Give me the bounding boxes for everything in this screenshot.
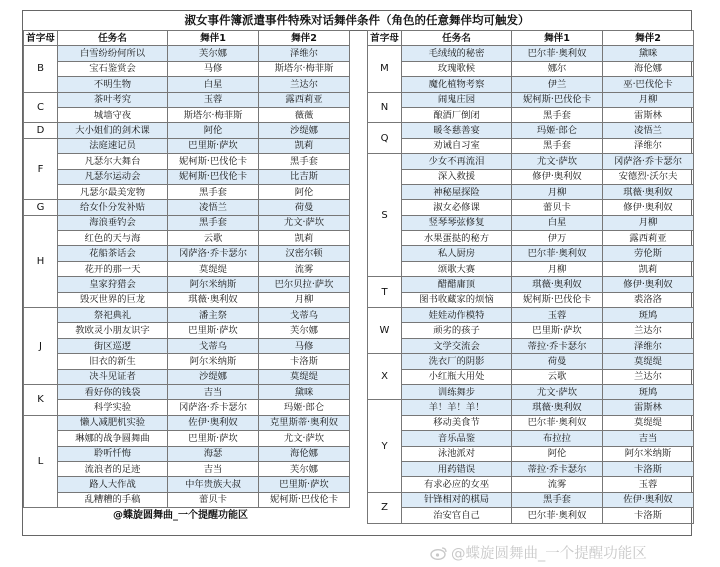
partner2-cell: 琪薇·奥利奴 xyxy=(603,184,694,199)
task-cell: 宝石鉴赏会 xyxy=(58,61,168,76)
partner2-cell: 巴尔贝拉·萨坎 xyxy=(259,277,350,292)
table-row xyxy=(24,123,350,138)
partner1-cell: 海瑟 xyxy=(168,446,259,461)
task-cell: 花船茶话会 xyxy=(58,246,168,261)
table-row xyxy=(368,61,694,76)
partner2-cell: 卡洛斯 xyxy=(603,508,694,523)
letter-cell: W xyxy=(368,308,402,354)
watermark xyxy=(430,542,647,563)
partner2-cell: 泽维尔 xyxy=(259,46,350,61)
task-cell: 神秘屋探险 xyxy=(402,184,512,199)
table-row xyxy=(24,369,350,384)
partner1-cell: 戈蒂乌 xyxy=(168,338,259,353)
partner2-cell: 雷斯林 xyxy=(603,400,694,415)
table-row xyxy=(24,415,350,430)
table-header-row xyxy=(368,31,694,46)
task-cell: 闹鬼庄园 xyxy=(402,92,512,107)
task-cell: 城墙守夜 xyxy=(58,107,168,122)
task-cell: 深入救援 xyxy=(402,169,512,184)
table-row xyxy=(368,92,694,107)
task-cell: 暖冬慈善宴 xyxy=(402,123,512,138)
table-row xyxy=(368,277,694,292)
event-sheet xyxy=(22,10,692,536)
task-cell: 酿酒厂倒闭 xyxy=(402,107,512,122)
partner1-cell: 冈萨洛·乔卡瑟尔 xyxy=(168,400,259,415)
partner1-cell: 潘主祭 xyxy=(168,308,259,323)
table-row xyxy=(24,200,350,215)
partner1-cell: 玉蓉 xyxy=(512,308,603,323)
partner1-cell: 巴尔菲·奥利奴 xyxy=(512,246,603,261)
letter-cell: X xyxy=(368,354,402,400)
partner1-cell: 琪薇·奥利奴 xyxy=(512,400,603,415)
task-cell: 茶叶考究 xyxy=(58,92,168,107)
partner2-cell: 泽维尔 xyxy=(603,138,694,153)
partner2-cell: 流雾 xyxy=(259,261,350,276)
table-row xyxy=(368,308,694,323)
table-row xyxy=(24,384,350,399)
table-row xyxy=(368,400,694,415)
partner1-cell: 蒂拉·乔卡瑟尔 xyxy=(512,338,603,353)
partner2-cell: 月柳 xyxy=(259,292,350,307)
table-row xyxy=(24,184,350,199)
table-row xyxy=(368,46,694,61)
letter-cell: H xyxy=(24,215,58,307)
table-row xyxy=(24,308,350,323)
partner1-cell: 黑手套 xyxy=(168,184,259,199)
letter-column-header: 首字母 xyxy=(24,31,58,46)
table-row xyxy=(24,154,350,169)
table-row xyxy=(368,461,694,476)
left-table xyxy=(23,30,350,508)
task-cell: 文学交流会 xyxy=(402,338,512,353)
partner2-cell: 克里斯蒂·奥利奴 xyxy=(259,415,350,430)
partner2-cell: 斑鸠 xyxy=(603,308,694,323)
table-row xyxy=(368,292,694,307)
table-row xyxy=(24,400,350,415)
task-cell: 给女仆分发补贴 xyxy=(58,200,168,215)
table-row xyxy=(368,261,694,276)
table-row xyxy=(24,461,350,476)
task-cell: 移动美食节 xyxy=(402,415,512,430)
partner1-cell: 黑手套 xyxy=(168,215,259,230)
partner2-cell: 露西莉亚 xyxy=(603,231,694,246)
partner2-cell: 兰达尔 xyxy=(603,369,694,384)
partner1-cell: 琪薇·奥利奴 xyxy=(168,292,259,307)
task-cell: 泳池派对 xyxy=(402,446,512,461)
partner1-cell: 莫缇缇 xyxy=(168,261,259,276)
task-cell: 大小姐们的剑术课 xyxy=(58,123,168,138)
letter-cell: L xyxy=(24,415,58,507)
partner2-cell: 尤文·萨坎 xyxy=(259,431,350,446)
partner2-cell: 黛咪 xyxy=(259,384,350,399)
table-row xyxy=(368,323,694,338)
partner1-cell: 荷曼 xyxy=(512,354,603,369)
partner2-cell: 月柳 xyxy=(603,215,694,230)
table-row xyxy=(24,46,350,61)
table-row xyxy=(368,123,694,138)
table-row xyxy=(368,354,694,369)
partner2-cell: 海伦娜 xyxy=(603,61,694,76)
partner2-cell: 莫缇缇 xyxy=(603,415,694,430)
partner1-cell: 黑手套 xyxy=(512,107,603,122)
partner2-cell: 雷斯林 xyxy=(603,107,694,122)
task-cell: 祭祀典礼 xyxy=(58,308,168,323)
watermark-text: @蝶旋圆舞曲_一个提醒功能区 xyxy=(451,546,647,562)
task-cell: 路人大作战 xyxy=(58,477,168,492)
table-row xyxy=(24,61,350,76)
letter-cell: C xyxy=(24,92,58,123)
task-cell: 羊！羊！羊！ xyxy=(402,400,512,415)
letter-cell: F xyxy=(24,138,58,200)
task-cell: 娃娃动作模特 xyxy=(402,308,512,323)
partner2-cell: 斯塔尔·梅菲斯 xyxy=(259,61,350,76)
partner2-cell: 修伊·奥利奴 xyxy=(603,200,694,215)
partner1-cell: 凌悟兰 xyxy=(168,200,259,215)
table-row xyxy=(24,323,350,338)
partner2-cell: 芙尔娜 xyxy=(259,461,350,476)
partner2-cell: 巫·巴伐伦卡 xyxy=(603,77,694,92)
partner1-cell: 吉当 xyxy=(168,384,259,399)
table-row xyxy=(24,446,350,461)
task-cell: 水果蛋挞的秘方 xyxy=(402,231,512,246)
letter-cell: T xyxy=(368,277,402,308)
partner1-cell: 佐伊·奥利奴 xyxy=(168,415,259,430)
task-cell: 懒人减肥机实验 xyxy=(58,415,168,430)
table-row xyxy=(24,215,350,230)
partner2-cell: 月柳 xyxy=(603,92,694,107)
partner2-cell: 兰达尔 xyxy=(603,323,694,338)
letter-cell: N xyxy=(368,92,402,123)
partner2-cell: 吉当 xyxy=(603,431,694,446)
partner2-cell: 裘洛洛 xyxy=(603,292,694,307)
task-cell: 治安官自己 xyxy=(402,508,512,523)
letter-cell: B xyxy=(24,46,58,92)
letter-column-header: 首字母 xyxy=(368,31,402,46)
task-cell: 街区巡逻 xyxy=(58,338,168,353)
task-cell: 法庭速记员 xyxy=(58,138,168,153)
partner2-cell: 芙尔娜 xyxy=(259,323,350,338)
partner1-column-header: 舞伴1 xyxy=(168,31,259,46)
task-cell: 凡瑟尔最美宠物 xyxy=(58,184,168,199)
letter-cell: Q xyxy=(368,123,402,154)
partner1-cell: 斯塔尔·梅菲斯 xyxy=(168,107,259,122)
task-cell: 用药错误 xyxy=(402,461,512,476)
table-row xyxy=(368,446,694,461)
task-cell: 凡瑟尔运动会 xyxy=(58,169,168,184)
partner2-cell: 马修 xyxy=(259,338,350,353)
partner2-cell: 黑手套 xyxy=(259,154,350,169)
partner1-cell: 白星 xyxy=(168,77,259,92)
partner1-cell: 阿尔米纳斯 xyxy=(168,354,259,369)
partner2-cell: 兰达尔 xyxy=(259,77,350,92)
table-row xyxy=(24,292,350,307)
table-row xyxy=(24,92,350,107)
partner1-cell: 流雾 xyxy=(512,477,603,492)
partner2-cell: 卡洛斯 xyxy=(259,354,350,369)
task-cell: 红色的天与海 xyxy=(58,231,168,246)
table-row xyxy=(24,431,350,446)
partner2-cell: 巴里斯·萨坎 xyxy=(259,477,350,492)
partner2-cell: 妮柯斯·巴伐伦卡 xyxy=(259,492,350,507)
partner1-column-header: 舞伴1 xyxy=(512,31,603,46)
partner1-cell: 巴尔菲·奥利奴 xyxy=(512,46,603,61)
task-cell: 颂歌大赛 xyxy=(402,261,512,276)
task-cell: 毁灭世界的巨龙 xyxy=(58,292,168,307)
task-cell: 毛绒绒的秘密 xyxy=(402,46,512,61)
partner2-cell: 戈蒂乌 xyxy=(259,308,350,323)
partner1-cell: 阿尔米纳斯 xyxy=(168,277,259,292)
partner1-cell: 尤文·萨坎 xyxy=(512,384,603,399)
task-cell: 淑女必修课 xyxy=(402,200,512,215)
task-cell: 琳娜的战争圆舞曲 xyxy=(58,431,168,446)
letter-cell: D xyxy=(24,123,58,138)
partner1-cell: 云歌 xyxy=(168,231,259,246)
letter-cell: G xyxy=(24,200,58,215)
task-cell: 少女不再流泪 xyxy=(402,154,512,169)
partner2-cell: 汉密尔顿 xyxy=(259,246,350,261)
partner2-cell: 尤文·萨坎 xyxy=(259,215,350,230)
task-cell: 顽劣的孩子 xyxy=(402,323,512,338)
partner2-cell: 冈萨洛·乔卡瑟尔 xyxy=(603,154,694,169)
partner1-cell: 巴尔菲·奥利奴 xyxy=(512,508,603,523)
partner1-cell: 阿伦 xyxy=(168,123,259,138)
partner2-cell: 阿尔米纳斯 xyxy=(603,446,694,461)
partner1-cell: 修伊·奥利奴 xyxy=(512,169,603,184)
task-cell: 针锋相对的棋局 xyxy=(402,492,512,507)
letter-cell: S xyxy=(368,154,402,277)
table-row xyxy=(24,231,350,246)
partner1-cell: 吉当 xyxy=(168,461,259,476)
task-cell: 训练舞步 xyxy=(402,384,512,399)
partner1-cell: 蕾贝卡 xyxy=(512,200,603,215)
task-cell: 海浪垂钓会 xyxy=(58,215,168,230)
partner1-cell: 玉蓉 xyxy=(168,92,259,107)
table-row xyxy=(368,492,694,507)
task-cell: 凡瑟尔大舞台 xyxy=(58,154,168,169)
task-cell: 私人厨房 xyxy=(402,246,512,261)
table-row xyxy=(368,508,694,523)
task-cell: 花开的那一天 xyxy=(58,261,168,276)
partner1-cell: 巴尔菲·奥利奴 xyxy=(512,415,603,430)
table-row xyxy=(368,215,694,230)
task-cell: 流浪者的足迹 xyxy=(58,461,168,476)
partner2-cell: 海伦娜 xyxy=(259,446,350,461)
partner1-cell: 蒂拉·乔卡瑟尔 xyxy=(512,461,603,476)
task-cell: 醋醋庸顶 xyxy=(402,277,512,292)
letter-cell: K xyxy=(24,384,58,415)
task-cell: 小红瓶大用处 xyxy=(402,369,512,384)
table-row xyxy=(368,154,694,169)
partner2-cell: 玛姬·郎仑 xyxy=(259,400,350,415)
partner1-cell: 冈萨洛·乔卡瑟尔 xyxy=(168,246,259,261)
letter-cell: J xyxy=(24,308,58,385)
table-row xyxy=(24,277,350,292)
table-header-row xyxy=(24,31,350,46)
partner1-cell: 尤文·萨坎 xyxy=(512,154,603,169)
partner1-cell: 巴里斯·萨坎 xyxy=(168,323,259,338)
partner1-cell: 妮柯斯·巴伐伦卡 xyxy=(168,154,259,169)
partner2-cell: 莫缇缇 xyxy=(603,354,694,369)
task-cell: 图书收藏家的烦恼 xyxy=(402,292,512,307)
partner1-cell: 巴里斯·萨坎 xyxy=(168,431,259,446)
partner1-cell: 沙缇娜 xyxy=(168,369,259,384)
partner2-cell: 安德烈·沃尔夫 xyxy=(603,169,694,184)
partner2-cell: 露西莉亚 xyxy=(259,92,350,107)
task-cell: 竖琴琴弦修复 xyxy=(402,215,512,230)
partner1-cell: 伊万 xyxy=(512,231,603,246)
task-cell: 科学实验 xyxy=(58,400,168,415)
table-row xyxy=(368,369,694,384)
table-row xyxy=(368,384,694,399)
partner2-cell: 佐伊·奥利奴 xyxy=(603,492,694,507)
partner2-cell: 阿伦 xyxy=(259,184,350,199)
partner1-cell: 蕾贝卡 xyxy=(168,492,259,507)
partner1-cell: 伊兰 xyxy=(512,77,603,92)
partner1-cell: 马修 xyxy=(168,61,259,76)
letter-cell: M xyxy=(368,46,402,92)
right-table xyxy=(367,30,694,524)
partner2-cell: 凯莉 xyxy=(259,138,350,153)
partner2-cell: 修伊·奥利奴 xyxy=(603,277,694,292)
partner2-cell: 凌悟兰 xyxy=(603,123,694,138)
partner2-cell: 比吉斯 xyxy=(259,169,350,184)
table-row xyxy=(24,107,350,122)
table-row xyxy=(368,200,694,215)
weibo-logo-icon xyxy=(430,546,448,560)
partner2-column-header: 舞伴2 xyxy=(603,31,694,46)
table-row xyxy=(368,107,694,122)
table-row xyxy=(24,138,350,153)
table-row xyxy=(368,231,694,246)
partner2-column-header: 舞伴2 xyxy=(259,31,350,46)
task-cell: 劝诫自习室 xyxy=(402,138,512,153)
table-row xyxy=(368,184,694,199)
letter-cell: Y xyxy=(368,400,402,492)
partner1-cell: 巴里斯·萨坎 xyxy=(168,138,259,153)
partner1-cell: 玛姬·郎仑 xyxy=(512,123,603,138)
partner2-cell: 沙缇娜 xyxy=(259,123,350,138)
table-row xyxy=(24,169,350,184)
task-column-header: 任务名 xyxy=(58,31,168,46)
task-cell: 白雪纷纷何所以 xyxy=(58,46,168,61)
partner2-cell: 荷曼 xyxy=(259,200,350,215)
table-row xyxy=(368,138,694,153)
partner2-cell: 凯莉 xyxy=(259,231,350,246)
task-cell: 音乐品鉴 xyxy=(402,431,512,446)
partner2-cell: 凯莉 xyxy=(603,261,694,276)
partner1-cell: 月柳 xyxy=(512,184,603,199)
partner1-cell: 芙尔娜 xyxy=(168,46,259,61)
partner1-cell: 妮柯斯·巴伐伦卡 xyxy=(512,292,603,307)
task-cell: 旧衣的新生 xyxy=(58,354,168,369)
task-cell: 看好你的钱袋 xyxy=(58,384,168,399)
task-cell: 玫瑰歌候 xyxy=(402,61,512,76)
partner1-cell: 琪薇·奥利奴 xyxy=(512,277,603,292)
partner2-cell: 黛咪 xyxy=(603,46,694,61)
partner1-cell: 娜尔 xyxy=(512,61,603,76)
task-cell: 决斗见证者 xyxy=(58,369,168,384)
partner1-cell: 巴里斯·萨坎 xyxy=(512,323,603,338)
table-row xyxy=(368,246,694,261)
task-cell: 有求必应的女巫 xyxy=(402,477,512,492)
partner1-cell: 布拉拉 xyxy=(512,431,603,446)
table-row xyxy=(24,77,350,92)
partner2-cell: 泽维尔 xyxy=(603,338,694,353)
task-cell: 洗衣厂的阴影 xyxy=(402,354,512,369)
partner2-cell: 薇薇 xyxy=(259,107,350,122)
table-row xyxy=(24,246,350,261)
table-row xyxy=(368,477,694,492)
table-row xyxy=(368,431,694,446)
partner1-cell: 黑手套 xyxy=(512,492,603,507)
task-cell: 魔化植物考察 xyxy=(402,77,512,92)
partner2-cell: 斑鸠 xyxy=(603,384,694,399)
partner1-cell: 阿伦 xyxy=(512,446,603,461)
task-cell: 不明生物 xyxy=(58,77,168,92)
partner1-cell: 云歌 xyxy=(512,369,603,384)
sheet-title: 淑女事件簿派遣事件特殊对话舞伴条件（角色的任意舞伴均可触发） xyxy=(23,11,691,31)
task-cell: 聆听忏悔 xyxy=(58,446,168,461)
partner2-cell: 玉蓉 xyxy=(603,477,694,492)
partner1-cell: 白星 xyxy=(512,215,603,230)
task-cell: 教欧灵小朋友识字 xyxy=(58,323,168,338)
credit-label: @蝶旋圆舞曲_一个提醒功能区 xyxy=(113,510,248,521)
partner2-cell: 卡洛斯 xyxy=(603,461,694,476)
letter-cell: Z xyxy=(368,492,402,523)
table-row xyxy=(368,338,694,353)
partner2-cell: 莫缇缇 xyxy=(259,369,350,384)
table-row xyxy=(368,415,694,430)
partner1-cell: 妮柯斯·巴伐伦卡 xyxy=(168,169,259,184)
partner1-cell: 中年贵族大叔 xyxy=(168,477,259,492)
task-cell: 皇家狩猎会 xyxy=(58,277,168,292)
table-row xyxy=(24,354,350,369)
table-row xyxy=(368,77,694,92)
partner2-cell: 劳伦斯 xyxy=(603,246,694,261)
partner1-cell: 月柳 xyxy=(512,261,603,276)
table-row xyxy=(368,169,694,184)
table-row xyxy=(24,477,350,492)
task-column-header: 任务名 xyxy=(402,31,512,46)
partner1-cell: 黑手套 xyxy=(512,138,603,153)
table-row xyxy=(24,492,350,507)
task-cell: 乱糟糟的手稿 xyxy=(58,492,168,507)
partner1-cell: 妮柯斯·巴伐伦卡 xyxy=(512,92,603,107)
table-row xyxy=(24,338,350,353)
table-row xyxy=(24,261,350,276)
